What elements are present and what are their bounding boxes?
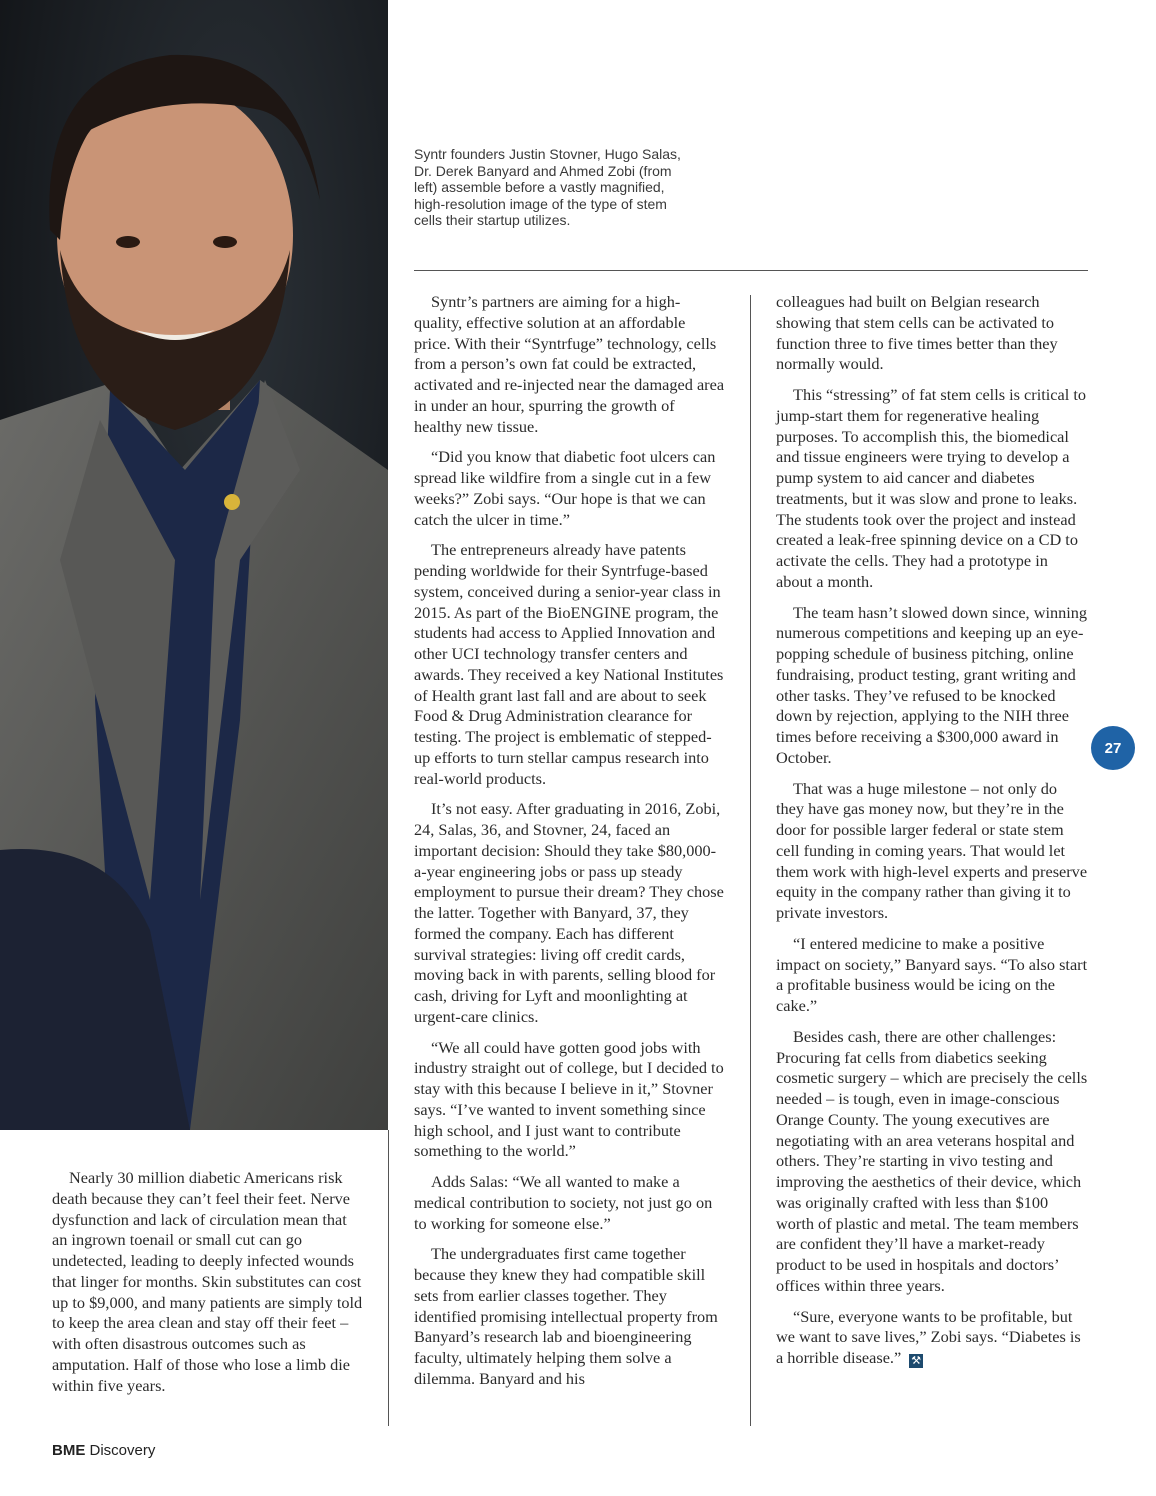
paragraph: Adds Salas: “We all wanted to make a medical contribution to society, not just go on to working for someone else.” (414, 1172, 713, 1233)
paragraph: The undergraduates first came together because they knew they had compatible skill sets from earlier classes together. They identified promising intellectual property from Banyard’s research lab and bioengineering faculty, ultimately helping them solve a dilemma. Banyard and his (414, 1244, 718, 1388)
footer-brand: BME (52, 1442, 86, 1459)
paragraph: This “stressing” of fat stem cells is critical to jump-start them for regenerative healing purposes. To accomplish this, the biomedical and tissue engineers were trying to develop a pump system to aid cancer and diabetes treatments, but it was slow and prone to leaks. The students took over the project and instead created a leak-free spinning device on a CD to activate the cells. They had a prototype in about a month. (776, 385, 1086, 591)
paragraph: It’s not easy. After graduating in 2016, Zobi, 24, Salas, 36, and Stovner, 24, faced an important decision: Should they take $80,000-a-year engineering jobs or pass up steady employment to pursue their dream? They chose the latter. Together with Banyard, 37, they formed the company. Each has different survival strategies: living off credit cards, moving back in with parents, selling blood for cash, driving for Lyft and moonlighting at urgent-care clinics. (414, 799, 724, 1026)
article-column-1 (52, 1168, 364, 1406)
caption-divider (414, 270, 1088, 271)
article-column-3 (776, 292, 1088, 1379)
paragraph: The team hasn’t slowed down since, winning numerous competitions and keeping up an eye-popping schedule of business pitching, online fundraising, product testing, grant writing and other tasks. They’ve refused to be knocked down by rejection, applying to the NIH three times before receiving a $300,000 award in October. (776, 602, 1088, 767)
paragraph: Besides cash, there are other challenges: Procuring fat cells from diabetics seeking cosmetic surgery – which are precisely the cells needed – is tough, even in image-conscious Orange County. The young executives are negotiating with an area veterans hospital and others. They’re starting in vivo testing and improving the aesthetics of their device, which was originally crafted with less than $100 worth of plastic and metal. The team members are confident they’ll have a market-ready product to be used in hospitals and doctors’ offices within three years. (776, 1026, 1088, 1295)
article-column-2 (414, 292, 726, 1400)
founder-photo (0, 0, 388, 1130)
paragraph: “I entered medicine to make a positive impact on society,” Banyard says. “To also start a profitable business would be icing on the cake.” (776, 933, 1088, 1015)
paragraph-text: “Sure, everyone wants to be profitable, but we want to save lives,” Zobi says. “Diabetes is a horrible disease.” (776, 1306, 1081, 1367)
paragraph: That was a huge milestone – not only do they have gas money now, but they’re in the door for possible larger federal or state stem cell funding in coming years. That would let them work with high-level experts and preserve equity in the company rather than giving it to private investors. (776, 778, 1088, 922)
column-divider (750, 295, 751, 1426)
paragraph: Nearly 30 million diabetic Americans risk death because they can’t feel their feet. Nerve dysfunction and lack of circulation mean that an ingrown toenail or small cut can go undetected, leading to deeply infected wounds that linger for months. Skin substitutes can cost up to $9,000, and many patients are simply told to keep the area clean and stay off their feet – with often disastrous outcomes such as amputation. Half of those who lose a limb die within five years. (52, 1168, 363, 1395)
paragraph: “We all could have gotten good jobs with industry straight out of college, but I decided to stay with this because I believe in it,” Stovner says. “I’ve wanted to invent something since high school, and I just want to contribute something to the world.” (414, 1037, 724, 1161)
page-number-badge: 27 (1091, 726, 1135, 770)
photo-caption: Syntr founders Justin Stovner, Hugo Salas, Dr. Derek Banyard and Ahmed Zobi (from left) assemble before a vastly magnified, high-resolution image of the type of stem cells their startup utilizes. (414, 146, 681, 229)
paragraph: Syntr’s partners are aiming for a high-quality, effective solution at an affordable price. With their “Syntrfuge” technology, cells from a person’s own fat could be extracted, activated and re-injected near the damaged area in under an hour, spurring the growth of healthy new tissue. (414, 292, 725, 436)
microscope-end-mark-icon: ⚒ (909, 1354, 923, 1368)
final-paragraph (776, 1307, 1088, 1369)
footer-publication (52, 1442, 155, 1459)
paragraph: “Did you know that diabetic foot ulcers can spread like wildfire from a single cut in a few weeks?” Zobi says. “Our hope is that we can catch the ulcer in time.” (414, 447, 716, 529)
footer-section: Discovery (89, 1442, 156, 1459)
column-divider (388, 1130, 389, 1426)
paragraph: colleagues had built on Belgian research showing that stem cells can be activated to function three to five times better than they normally would. (776, 292, 1058, 374)
paragraph: The entrepreneurs already have patents pending worldwide for their Syntrfuge-based system, conceived during a senior-year class in 2015. As part of the BioENGINE program, the students had access to Applied Innovation and other UCI technology transfer centers and awards. They received a key National Institutes of Health grant last fall and are about to seek Food & Drug Administration clearance for testing. The project is emblematic of stepped-up efforts to turn stellar campus research into real-world products. (414, 540, 724, 788)
